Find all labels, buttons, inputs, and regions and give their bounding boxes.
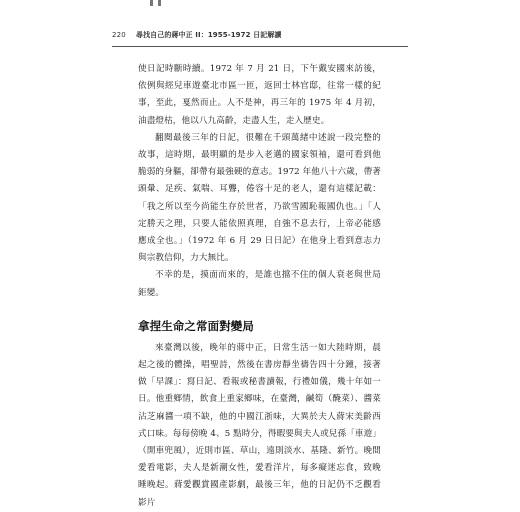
paragraph-2: 翻閱最後三年的日記，很難在千頭萬緒中述說一段完整的故事，這時期，最明顯的是步入老邁的國家領袖，還可看到他脆弱的身軀，卻帶有最強硬的意志。1972 年他八十六歲，帶著頭暈、足疾、氣喘、耳聾，倦容十足的老人，還有這樣記載：「我之所以至今尚能生存於世者，乃欲雪國恥報國仇也。」「人定勝天之理，只要人能依照真理，自強不息去行，上帝必能感應成全也。」（1972 年 6 月 29 日日記）在他身上看到意志力與宗教信仰，力大無比。 (138, 132, 381, 264)
section-heading: 拿捏生命之常面對變局 (138, 318, 254, 333)
tab-mark (150, 0, 153, 6)
book-title: 尋找自己的蔣中正 II：1955-1972 日記解讀 (135, 31, 282, 39)
body-text (138, 61, 381, 512)
paragraph-1: 使日記時斷時續。1972 年 7 月 21 日，下午戴安國來訪後，依例與經兒車遊臺北市區一匝，返回士林官邸，往常一樣的紀事，至此，戛然而止。人不是神，再三年的 1975 年 4 月初，油盡燈枯，他以八九高齡，走盡人生，走入歷史。 (138, 64, 381, 126)
running-head (112, 30, 408, 47)
section-paragraph-1: 來臺灣以後，晚年的蔣中正，日常生活一如大陸時期，晨起之後的體操，唱聖詩，然後在書房靜坐禱告四十分鐘，接著做「早課」：寫日記、看報或秘書讀報，行禮如儀，幾十年如一日。他重鄉情，飲食上重家鄉味，在臺灣，鹹筍（醃菜）、醬菜沾芝麻醬一項不缺，他的中國江浙味，大異於夫人蔣宋美齡西式口味。每每傍晚 4、5 點時分，得暇要與夫人或兒孫「車遊」（開車兜風），近則市區、草山，遠則淡水、基隆、新竹。晚間愛看電影，夫人是新潮女性，愛看洋片，每多癡迷忘食，致晚睡晚起。蔣愛觀賞國產影劇，最後三年，他的日記仍不乏觀看影片 (138, 342, 381, 508)
tab-mark (158, 0, 161, 6)
page-number: 220 (112, 31, 126, 39)
page-tab-marks (150, 0, 170, 6)
paragraph-3: 不幸的是，摸面而來的，是誰也擋不住的個人衰老與世局鉅變。 (138, 270, 381, 298)
